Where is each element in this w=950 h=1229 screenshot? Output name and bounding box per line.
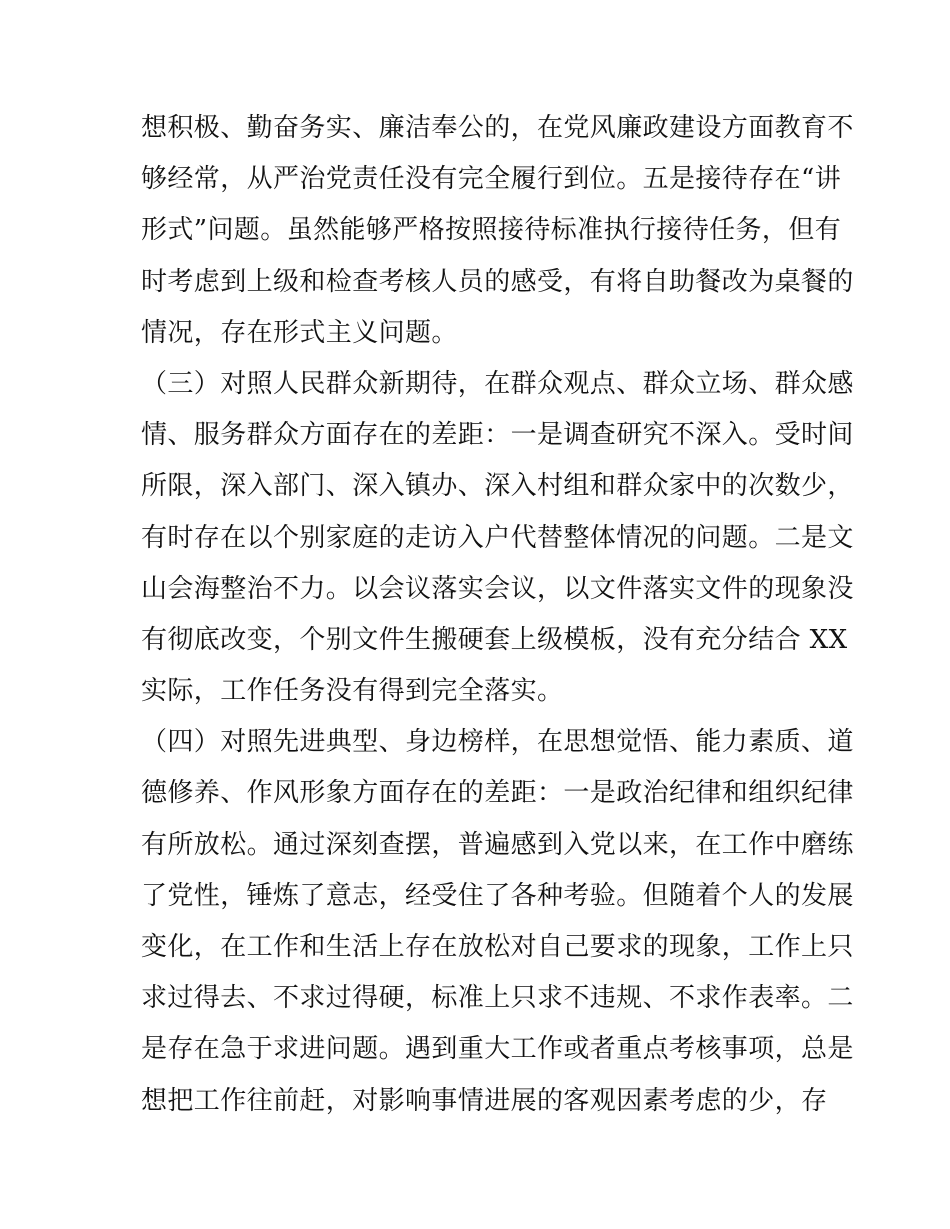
text-line: 情况，存在形式主义问题。 — [141, 317, 458, 348]
document-body-text — [141, 103, 854, 1127]
text-line: 时考虑到上级和检查考核人员的感受，有将自助餐改为桌餐的 — [141, 266, 854, 297]
section-heading-line: （三）对照人民群众新期待，在群众观点、群众立场、群众感 — [141, 368, 854, 399]
text-line: 有时存在以个别家庭的走访入户代替整体情况的问题。二是文 — [141, 522, 854, 553]
text-line: 有彻底改变，个别文件生搬硬套上级模板，没有充分结合 XX — [141, 624, 848, 655]
text-line: 想积极、勤奋务实、廉洁奉公的，在党风廉政建设方面教育不 — [141, 113, 854, 143]
text-line: 想把工作往前赶，对影响事情进展的客观因素考虑的少，存 — [141, 1085, 828, 1116]
text-line: 够经常，从严治党责任没有完全履行到位。五是接待存在“讲 — [141, 164, 842, 195]
text-line: 形式”问题。虽然能够严格按照接待标准执行接待任务，但有 — [141, 215, 842, 246]
text-line: 变化，在工作和生活上存在放松对自己要求的现象，工作上只 — [141, 932, 854, 962]
text-line: 有所放松。通过深刻查摆，普遍感到入党以来，在工作中磨练 — [141, 829, 854, 860]
text-line: 情、服务群众方面存在的差距：一是调查研究不深入。受时间 — [141, 420, 854, 451]
text-line: 所限，深入部门、深入镇办、深入村组和群众家中的次数少， — [141, 471, 854, 502]
text-line: 是存在急于求进问题。遇到重大工作或者重点考核事项，总是 — [141, 1034, 854, 1065]
section-heading-line: （四）对照先进典型、身边榜样，在思想觉悟、能力素质、道 — [141, 727, 854, 758]
text-line: 求过得去、不求过得硬，标准上只求不违规、不求作表率。二 — [141, 983, 854, 1014]
text-line: 了党性，锤炼了意志，经受住了各种考验。但随着个人的发展 — [141, 880, 854, 911]
text-line: 实际，工作任务没有得到完全落实。 — [141, 676, 564, 707]
text-line: 德修养、作风形象方面存在的差距：一是政治纪律和组织纪律 — [141, 778, 854, 809]
text-line: 山会海整治不力。以会议落实会议，以文件落实文件的现象没 — [141, 573, 854, 604]
